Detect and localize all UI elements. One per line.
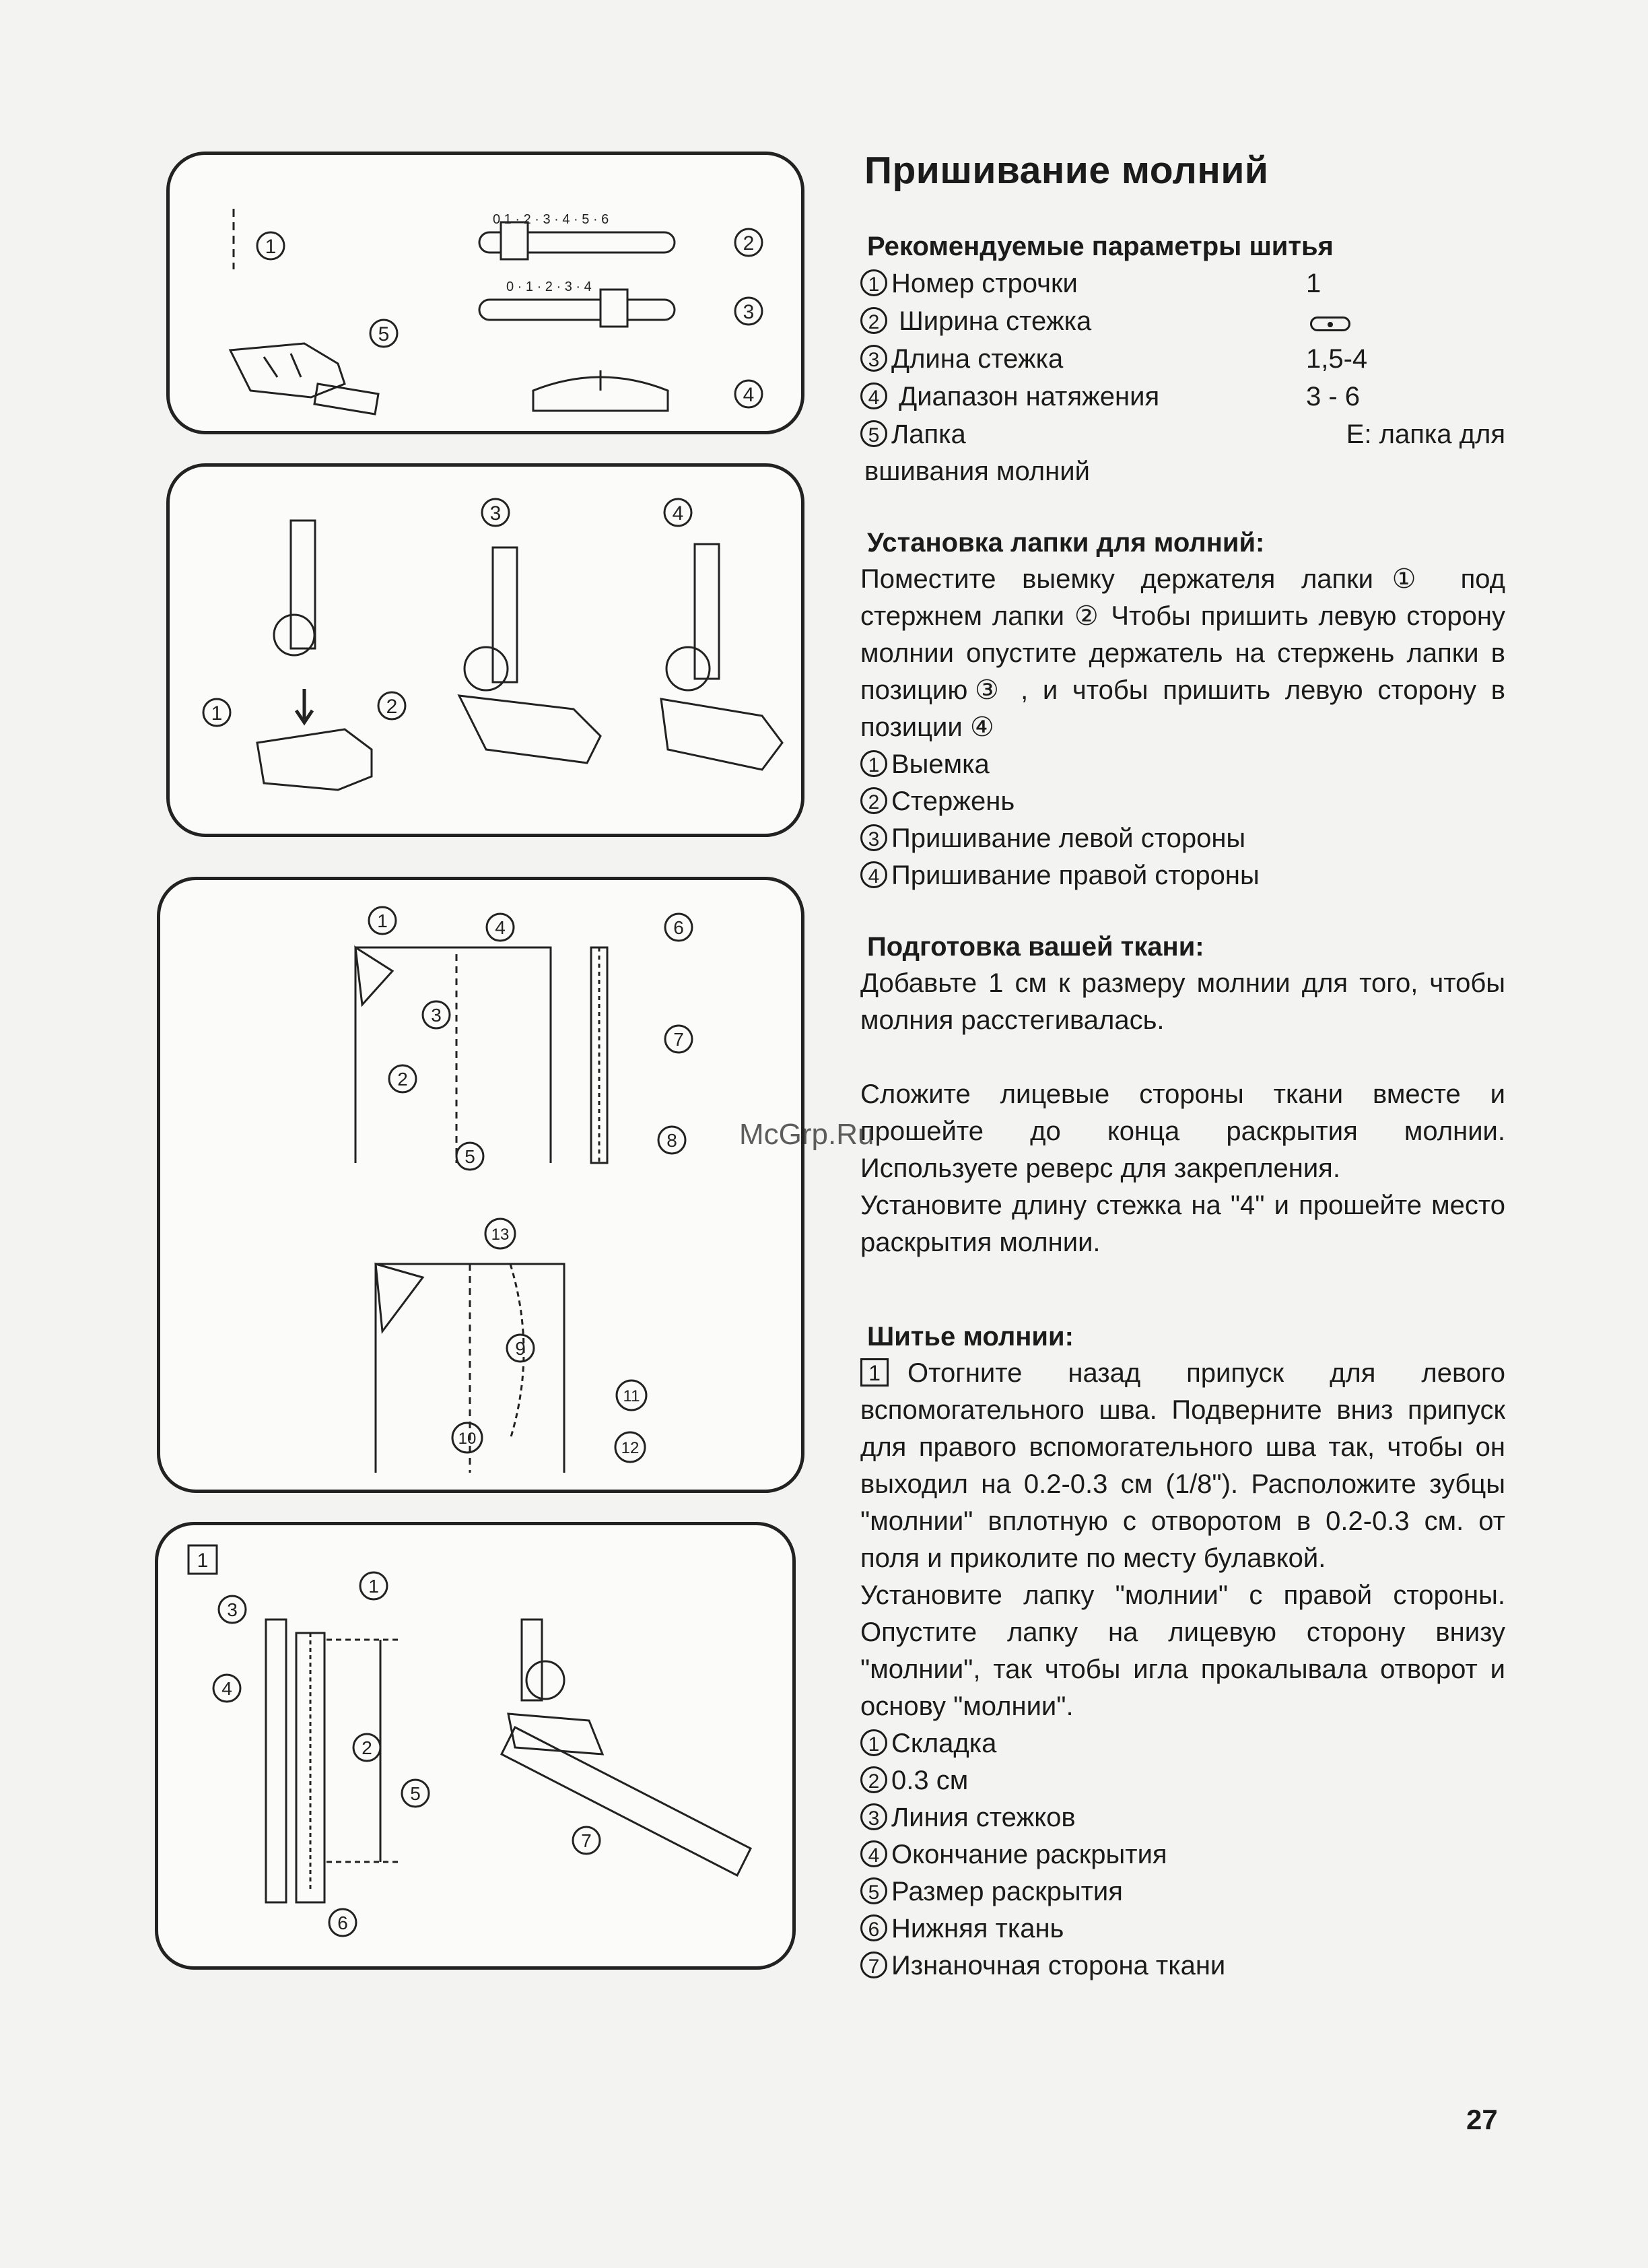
- fig3-callout-11: 11: [623, 1387, 640, 1405]
- fabric-paragraph-1: Добавьте 1 см к размеру молнии для того, чтобы молния расстегивалась.: [860, 968, 1505, 1035]
- center-stitch-icon: [1310, 316, 1350, 331]
- fig2-callout-4: 4: [672, 502, 684, 525]
- list-item: [860, 1836, 1505, 1873]
- circle-number: 1: [860, 750, 887, 777]
- params-row: [860, 265, 1505, 302]
- list-item: [860, 1910, 1505, 1947]
- fig3-callout-8: 8: [666, 1130, 677, 1151]
- fig3-callout-13: 13: [491, 1226, 510, 1244]
- sewing-heading: Шитье молнии:: [867, 1322, 1074, 1352]
- params-row: [860, 340, 1505, 378]
- fig4-callout-6: 6: [337, 1912, 348, 1933]
- param-value: 1,5-4: [1306, 344, 1368, 374]
- list-item: [860, 1873, 1505, 1910]
- fig2-callout-2: 2: [386, 696, 398, 718]
- fig1-callout-2: 2: [743, 232, 755, 255]
- item-label: Линия стежков: [891, 1803, 1076, 1832]
- fig3-callout-6: 6: [673, 917, 684, 938]
- circle-number: 6: [860, 1914, 887, 1941]
- item-label: 0.3 см: [891, 1766, 969, 1795]
- page-title: Пришивание молний: [864, 149, 1269, 192]
- item-label: Размер раскрытия: [891, 1877, 1123, 1906]
- fig1-callout-1: 1: [265, 236, 277, 258]
- circle-number: 5: [860, 1877, 887, 1904]
- circle-number: 4: [860, 382, 887, 409]
- circle-number: 3: [860, 345, 887, 372]
- fig3-callout-10: 10: [458, 1430, 477, 1448]
- foot-text: Поместите выемку держателя лапки① под стержнем лапки ② Чтобы пришить левую сторону молнии опустите держатель на стержень лапки в позицию③ , и чтобы пришить левую сторону в позиции ④: [860, 564, 1505, 742]
- fabric-illustration: [160, 880, 808, 1496]
- params-row: [860, 302, 1505, 340]
- fig4-callout-3: 3: [227, 1599, 238, 1620]
- item-label: Стержень: [891, 787, 1015, 816]
- list-item: [860, 1762, 1505, 1799]
- width-scale: 0 1 · 2 · 3 · 4 · 5 · 6: [493, 212, 609, 227]
- list-item: [860, 1725, 1505, 1762]
- fabric-paragraph-2: Сложите лицевые стороны ткани вместе и прошейте до конца раскрытия молнии. Используете реверс для закрепления.: [860, 1079, 1505, 1183]
- foot-heading: Установка лапки для молний:: [867, 528, 1265, 558]
- sewing-paragraph-2: Установите лапку "молнии" с правой стороны. Опустите лапку на лицевую сторону внизу "молнии", так чтобы игла прокалывала отворот и основу "молнии".: [860, 1580, 1505, 1721]
- list-item: [860, 746, 1505, 783]
- params-list: [860, 265, 1505, 490]
- item-label: Нижняя ткань: [891, 1914, 1064, 1943]
- fig4-callout-7: 7: [581, 1830, 592, 1851]
- param-label: Диапазон натяжения: [891, 382, 1160, 411]
- item-label: Выемка: [891, 749, 990, 779]
- fig2-callout-1: 1: [211, 702, 223, 725]
- sewing-paragraph-1: [860, 1355, 1505, 1577]
- fig2-callout-3: 3: [489, 502, 502, 525]
- settings-illustration: [170, 155, 808, 438]
- zipper-illustration: [158, 1525, 799, 1973]
- fig1-callout-5: 5: [378, 323, 390, 345]
- fig3-callout-9: 9: [515, 1338, 526, 1359]
- circle-number: 1: [860, 1729, 887, 1756]
- fig4-callout-4: 4: [221, 1678, 232, 1699]
- page-number: 27: [1466, 2104, 1498, 2135]
- fig4-callout-2: 2: [362, 1737, 372, 1758]
- param-label: Ширина стежка: [891, 306, 1092, 336]
- foot-section: [860, 528, 1505, 894]
- item-label: Пришивание левой стороны: [891, 824, 1246, 853]
- param-continuation: вшивания молний: [864, 457, 1090, 486]
- fig1-callout-3: 3: [743, 301, 755, 323]
- fabric-heading: Подготовка вашей ткани:: [867, 932, 1204, 962]
- sewing-text-1: Отогните назад припуск для левого вспомогательного шва. Подверните вниз припуск для правого вспомогательного шва так, чтобы он выходил на 0.2-0.3 см (1/8"). Расположите зубцы "молнии" вплотную с отворотом в 0.2-0.3 см. от поля и приколите по месту булавкой.: [860, 1358, 1505, 1573]
- fig3-callout-4: 4: [495, 917, 506, 938]
- param-label: Длина стежка: [891, 344, 1064, 374]
- param-label: Лапка: [891, 420, 966, 449]
- text-column: [860, 148, 1505, 1984]
- circle-number: 3: [860, 824, 887, 851]
- param-value: 1: [1306, 269, 1321, 298]
- figure-settings-panel: [166, 152, 804, 434]
- params-row: [860, 415, 1505, 453]
- fig3-callout-12: 12: [621, 1439, 640, 1457]
- item-label: Складка: [891, 1729, 997, 1758]
- fig3-callout-7: 7: [673, 1029, 684, 1050]
- params-heading: Рекомендуемые параметры шитья: [867, 232, 1334, 261]
- list-item: [860, 857, 1505, 894]
- figure-fabric-panel: [157, 877, 804, 1493]
- fig4-callout-5: 5: [410, 1783, 421, 1804]
- fabric-section: [860, 932, 1505, 1261]
- fig3-callout-1: 1: [377, 910, 388, 931]
- item-label: Пришивание правой стороны: [891, 861, 1260, 890]
- circle-number: 2: [860, 1766, 887, 1793]
- fig4-callout-1: 1: [368, 1576, 379, 1597]
- circle-number: 7: [860, 1952, 887, 1978]
- circle-number: 2: [860, 787, 887, 814]
- param-value: 3 - 6: [1306, 382, 1361, 411]
- circle-number: 4: [860, 1840, 887, 1867]
- foot-illustration: [170, 467, 808, 840]
- fig4-step-number: 1: [197, 1549, 209, 1572]
- circle-number: 4: [860, 861, 887, 888]
- param-value: E: лапка для: [1346, 420, 1505, 449]
- list-item: [860, 1799, 1505, 1836]
- figure-zipper-panel: [155, 1522, 796, 1970]
- circle-number: 2: [860, 307, 887, 334]
- params-row: [860, 378, 1505, 415]
- fig3-callout-2: 2: [397, 1069, 408, 1090]
- param-label: Номер строчки: [891, 269, 1078, 298]
- circle-number: 3: [860, 1803, 887, 1830]
- step-number: 1: [860, 1358, 889, 1387]
- item-label: Изнаночная сторона ткани: [891, 1951, 1226, 1980]
- fabric-paragraph-3: Установите длину стежка на "4" и прошейте место раскрытия молнии.: [860, 1191, 1505, 1257]
- length-scale: 0 · 1 · 2 · 3 · 4: [506, 279, 592, 294]
- fig3-callout-3: 3: [431, 1005, 442, 1026]
- fig1-callout-4: 4: [743, 384, 755, 406]
- circle-number: 1: [860, 269, 887, 296]
- list-item: [860, 1947, 1505, 1984]
- circle-number: 5: [860, 420, 887, 447]
- item-label: Окончание раскрытия: [891, 1840, 1167, 1869]
- figure-foot-panel: [166, 463, 804, 837]
- list-item: [860, 783, 1505, 820]
- watermark: McGrp.Ru: [739, 1118, 874, 1151]
- sewing-section: [860, 1322, 1505, 1984]
- fig3-callout-5: 5: [465, 1146, 475, 1167]
- list-item: [860, 820, 1505, 857]
